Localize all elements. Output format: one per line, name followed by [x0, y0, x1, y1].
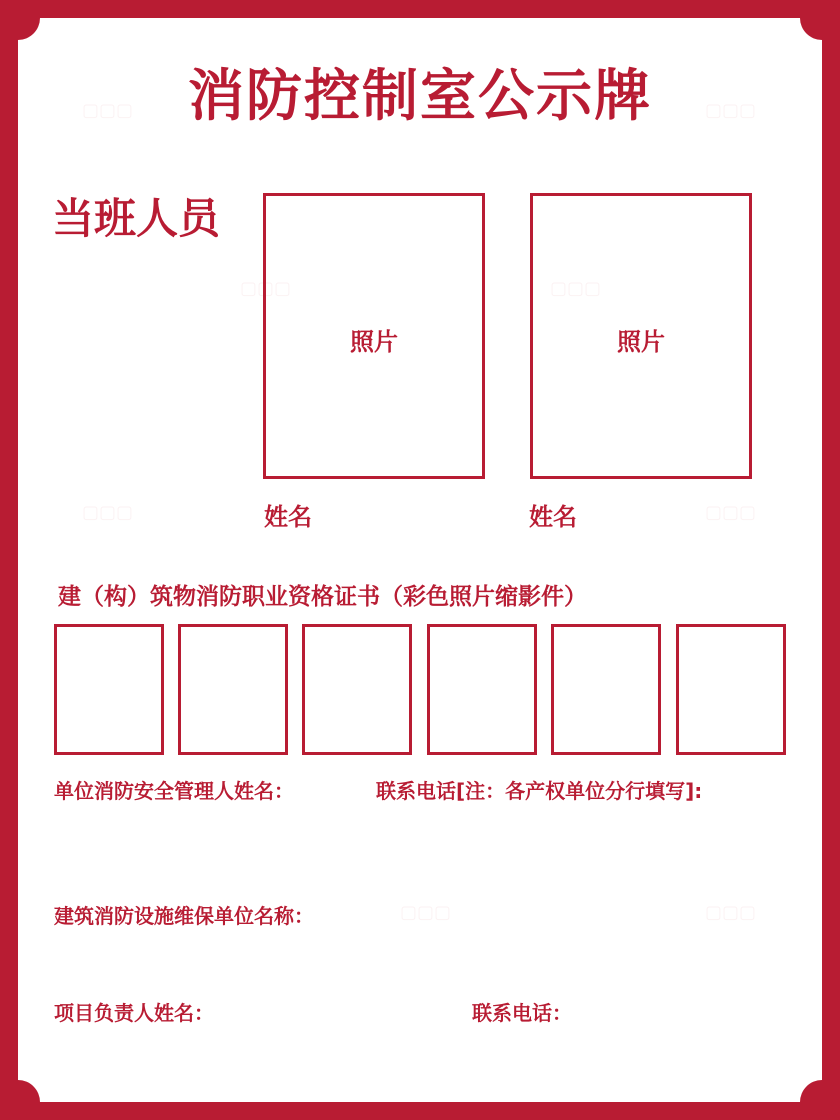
phone-note-field: 联系电话[注：各产权单位分行填写]: [376, 779, 703, 803]
watermark: ▢▢▢ [240, 278, 292, 299]
watermark: ▢▢▢ [82, 100, 134, 121]
phone-field: 联系电话： [472, 1001, 572, 1025]
photo-slot-1 [263, 193, 485, 479]
watermark: ▢▢▢ [705, 100, 757, 121]
certificate-slot [302, 624, 412, 755]
name-label-1: 姓名 [264, 503, 312, 531]
certificate-slot [551, 624, 661, 755]
project-leader-field: 项目负责人姓名： [54, 1001, 214, 1025]
maintenance-unit-field: 建筑消防设施维保单位名称： [54, 904, 314, 928]
name-label-2: 姓名 [529, 503, 577, 531]
watermark: ▢▢▢ [82, 502, 134, 523]
certificate-slot [178, 624, 288, 755]
watermark: ▢▢▢ [400, 902, 452, 923]
photo-placeholder-text: 照片 [350, 328, 398, 356]
photo-slot-2 [530, 193, 752, 479]
certificate-slot [54, 624, 164, 755]
watermark: ▢▢▢ [705, 502, 757, 523]
watermark: ▢▢▢ [550, 278, 602, 299]
watermark: ▢▢▢ [705, 902, 757, 923]
duty-staff-label: 当班人员 [52, 194, 221, 243]
certificate-slot [676, 624, 786, 755]
photo-placeholder-text: 照片 [617, 328, 665, 356]
certificate-slot [427, 624, 537, 755]
certificate-title: 建（构）筑物消防职业资格证书（彩色照片缩影件） [58, 584, 587, 610]
manager-name-field: 单位消防安全管理人姓名： [54, 779, 294, 803]
page-title: 消防控制室公示牌 [188, 64, 652, 129]
